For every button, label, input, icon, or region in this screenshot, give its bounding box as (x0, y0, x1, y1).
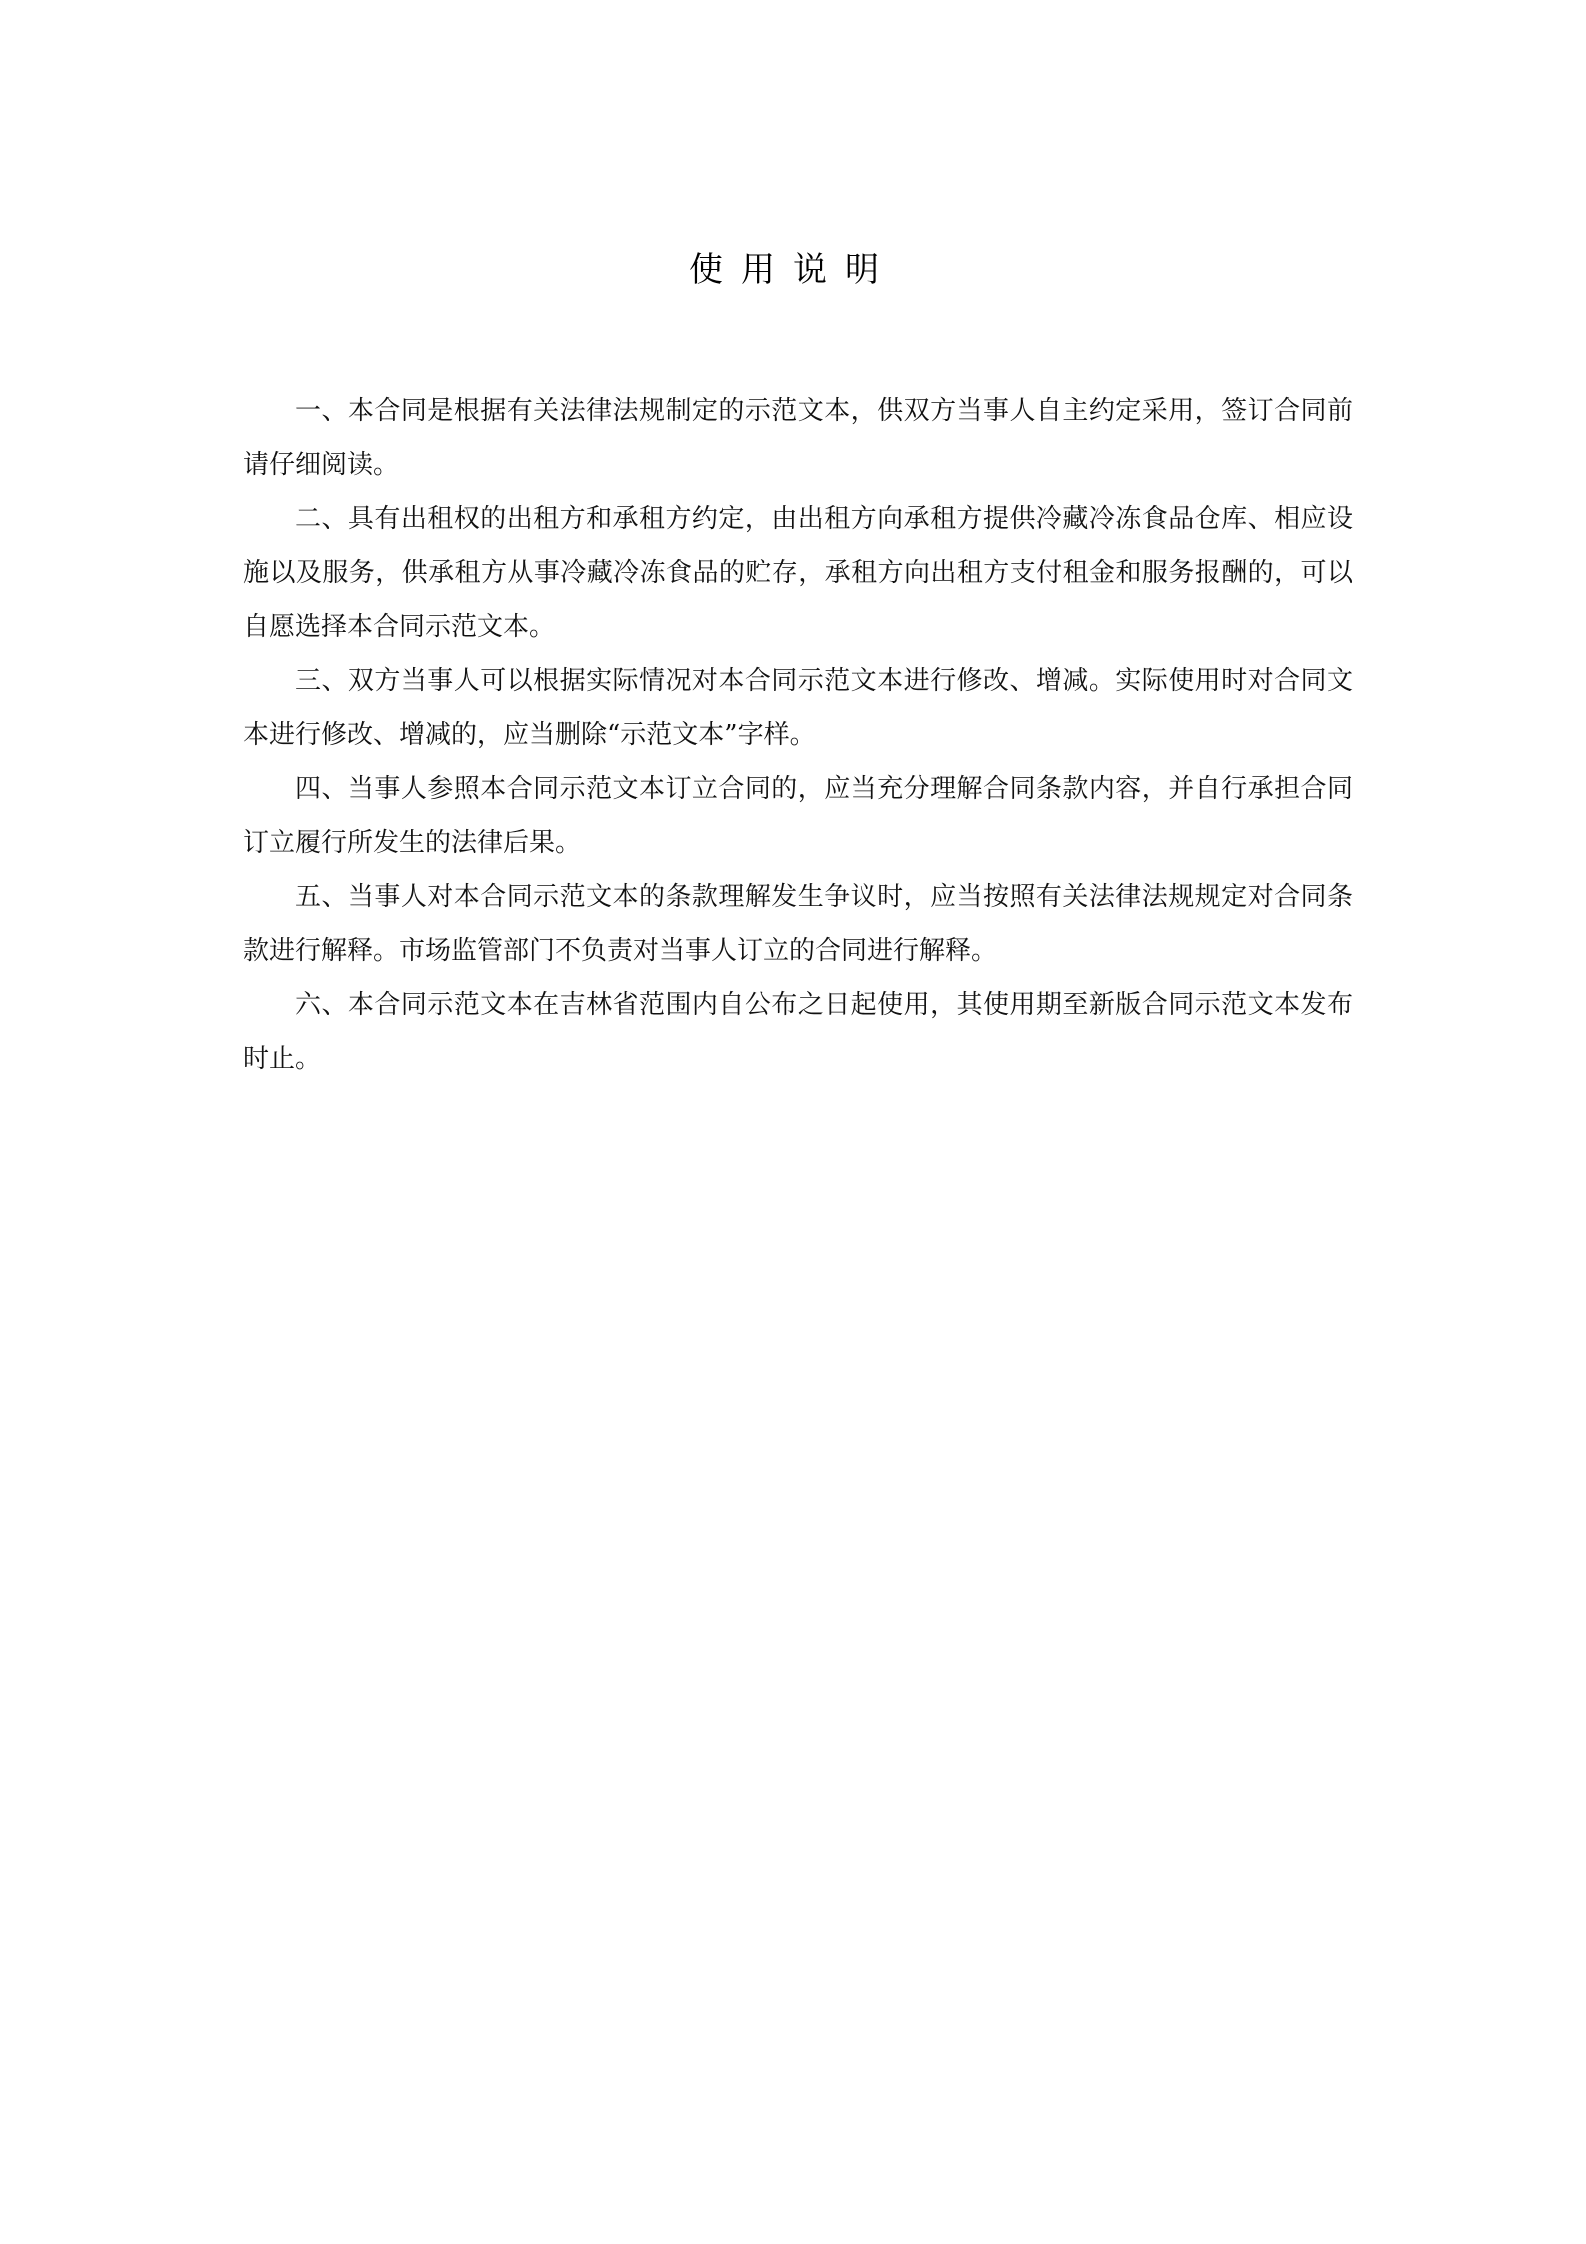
paragraph-3: 三、双方当事人可以根据实际情况对本合同示范文本进行修改、增减。实际使用时对合同文本进行修改、增减的，应当删除“示范文本”字样。 (243, 666, 1353, 750)
paragraph-2: 二、具有出租权的出租方和承租方约定，由出租方向承租方提供冷藏冷冻食品仓库、相应设施以及服务，供承租方从事冷藏冷冻食品的贮存，承租方向出租方支付租金和服务报酬的，可以自愿选择本合同示范文本。 (243, 504, 1353, 642)
paragraph-6: 六、本合同示范文本在吉林省范围内自公布之日起使用，其使用期至新版合同示范文本发布时止。 (243, 990, 1353, 1074)
page-title: 使用说明 (689, 250, 897, 290)
instructions-body (243, 384, 1353, 1086)
paragraph-5: 五、当事人对本合同示范文本的条款理解发生争议时，应当按照有关法律法规规定对合同条款进行解释。市场监管部门不负责对当事人订立的合同进行解释。 (243, 882, 1353, 966)
paragraph-4: 四、当事人参照本合同示范文本订立合同的，应当充分理解合同条款内容，并自行承担合同订立履行所发生的法律后果。 (243, 774, 1353, 858)
paragraph-1: 一、本合同是根据有关法律法规制定的示范文本，供双方当事人自主约定采用，签订合同前请仔细阅读。 (243, 396, 1353, 480)
